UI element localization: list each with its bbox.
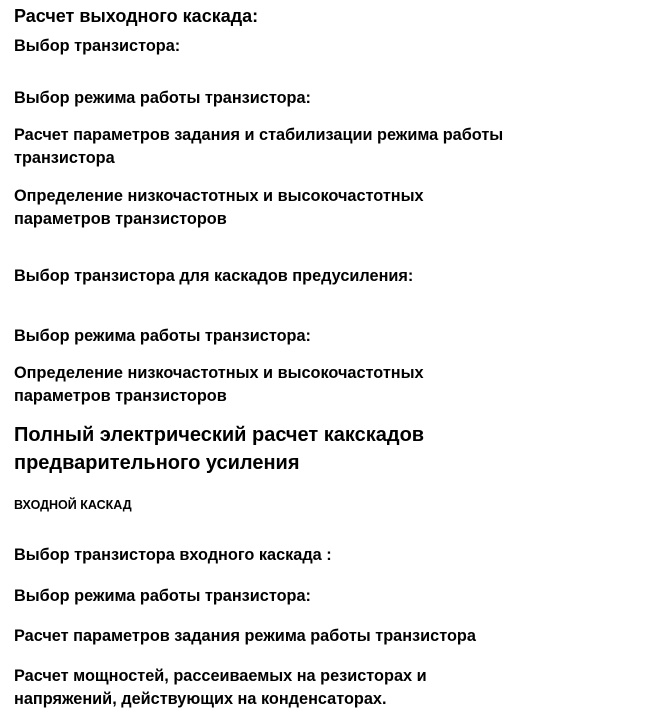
item-freq-line2: параметров транзисторов: [14, 210, 227, 228]
item-input-transistor-choice: Выбор транзистора входного каскада :: [14, 546, 332, 564]
section-title: Расчет выходного каскада:: [14, 6, 259, 26]
item-freq2-line1: Определение низкочастотных и высокочастотных: [14, 364, 424, 382]
item-mode-choice-2: Выбор режима работы транзистора:: [14, 327, 311, 345]
item-power-line2: напряжений, действующих на конденсаторах.: [14, 690, 387, 708]
item-params-line1: Расчет параметров задания и стабилизации режима работы: [14, 126, 504, 144]
big-heading-line1: Полный электрический расчет какскадов: [14, 424, 425, 446]
item-input-params: Расчет параметров задания режима работы транзистора: [14, 627, 476, 645]
item-freq2-line2: параметров транзисторов: [14, 387, 227, 405]
small-label: ВХОДНОЙ КАСКАД: [14, 498, 132, 512]
big-heading-line2: предварительного усиления: [14, 452, 300, 474]
item-transistor-choice: Выбор транзистора:: [14, 37, 181, 55]
item-freq-line1: Определение низкочастотных и высокочастотных: [14, 187, 424, 205]
item-mode-choice: Выбор режима работы транзистора:: [14, 89, 311, 107]
item-params-line2: транзистора: [14, 149, 115, 167]
item-input-mode-choice: Выбор режима работы транзистора:: [14, 587, 311, 605]
item-power-line1: Расчет мощностей, рассеиваемых на резисторах и: [14, 667, 427, 685]
item-preamp-transistor-choice: Выбор транзистора для каскадов предусиления:: [14, 267, 414, 285]
